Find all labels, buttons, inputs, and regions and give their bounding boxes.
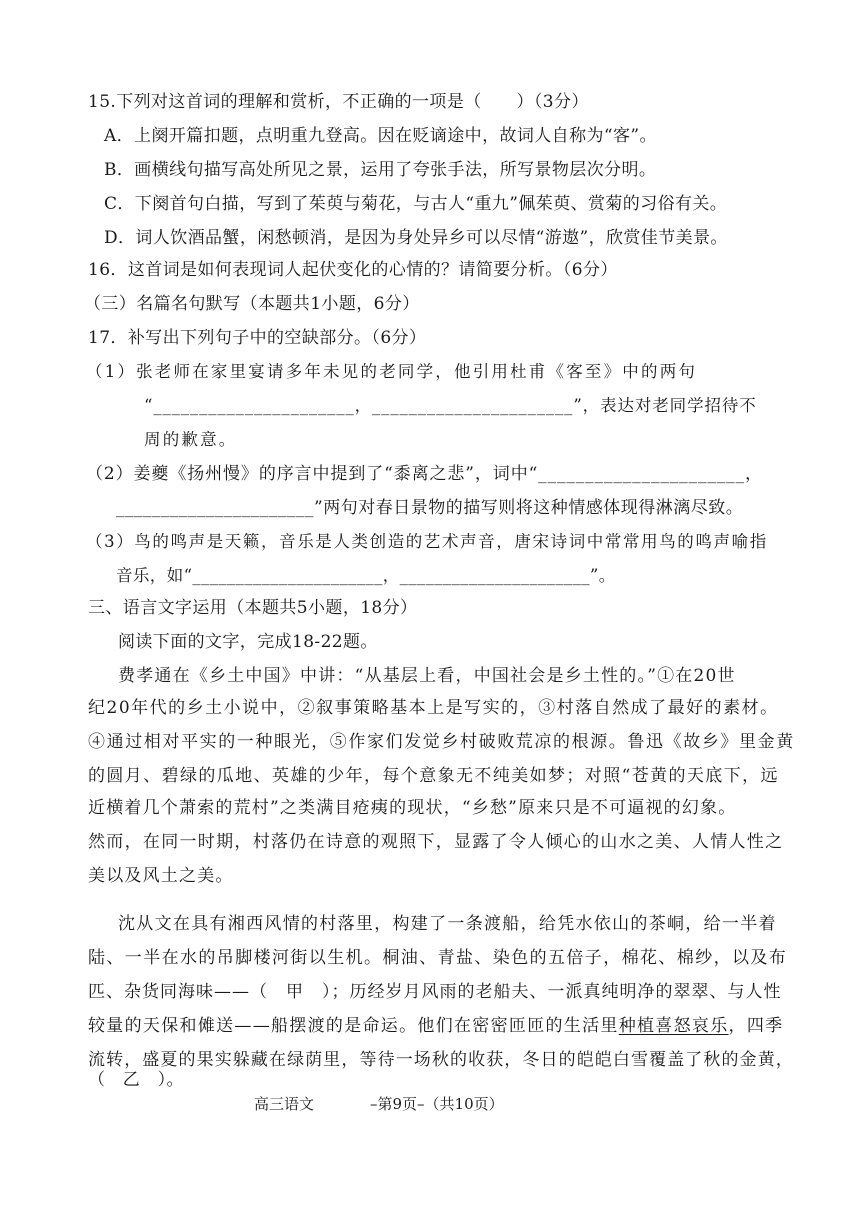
q17-item1-line2: “______________________，______________________”，表达对老同学招待不 <box>144 396 757 415</box>
footer-subject: 高三语文 <box>254 1095 315 1113</box>
passage-p1-line: 近横着几个萧索的荒村”之类满目疮痍的现状，“乡愁”原来只是不可逼视的幻象。 <box>88 798 737 818</box>
passage-p2-line: 匹、杂货同海味——（ 甲 ）；历经岁月风雨的老船夫、一派真纯明净的翠翠、与人性 <box>88 982 782 1002</box>
part-3-heading: 三、语言文字运用（本题共5小题，18分） <box>88 598 418 618</box>
passage-p2-line4 <box>88 1016 783 1036</box>
q17-stem: 17．补写出下列句子中的空缺部分。（6分） <box>88 328 427 348</box>
underlined-phrase: 种植喜怒哀乐 <box>618 1016 729 1036</box>
section-3-heading: （三）名篇名句默写（本题共1小题，6分） <box>84 294 420 314</box>
passage-p2-line: （ 乙 ）。 <box>88 1070 184 1090</box>
passage-p2-text: ，四季 <box>728 1016 784 1036</box>
q15-stem: 15.下列对这首词的理解和赏析，不正确的一项是（ ）（3分） <box>88 92 589 112</box>
q15-option-d: D．词人饮酒品蟹，闲愁顿消，是因为身处异乡可以尽情“游遨”，欣赏佳节美景。 <box>104 228 728 248</box>
q17-item3-line2: 音乐，如“______________________，______________________”。 <box>116 566 616 585</box>
passage-p1-line: ④通过相对平实的一种眼光，⑤作家们发觉乡村破败荒凉的根源。鲁迅《故乡》里金黄 <box>88 732 795 752</box>
passage-p2-line: 沈从文在具有湘西风情的村落里，构建了一条渡船，给凭水依山的茶峒，给一半着 <box>118 914 777 934</box>
passage-p2-line: 陆、一半在水的吊脚楼河街以生机。桐油、青盐、染色的五倍子，棉花、棉纱，以及布 <box>88 948 788 968</box>
q17-item1-line3: 周的歉意。 <box>144 430 238 449</box>
passage-p1-line: 纪20年代的乡土小说中，②叙事策略基本上是写实的，③村落自然成了最好的素材。 <box>88 698 779 718</box>
passage-p2-text: 较量的天保和傩送——船摆渡的是命运。他们在密密匝匝的生活里 <box>88 1016 619 1036</box>
passage-instruction: 阅读下面的文字，完成18-22题。 <box>118 632 378 652</box>
passage-p1-line: 的圆月、碧绿的瓜地、英雄的少年，每个意象无不纯美如梦；对照“苍黄的天底下，远 <box>88 766 779 786</box>
q15-option-b: B．画横线句描写高处所见之景，运用了夸张手法，所写景物层次分明。 <box>104 160 657 180</box>
q17-item1-line1: （1）张老师在家里宴请多年未见的老同学，他引用杜甫《客至》中的两句 <box>86 362 698 381</box>
passage-p1-line: 美以及风土之美。 <box>88 866 234 886</box>
q17-item2-line2: ______________________”两句对春日景物的描写则将这种情感体现得淋漓尽致。 <box>116 498 744 518</box>
q15-option-a: A．上阕开篇扣题，点明重九登高。因在贬谪途中，故词人自称为“客”。 <box>104 126 657 146</box>
q17-item3-line1: （3）鸟的鸣声是天籁，音乐是人类创造的艺术声音，唐宋诗词中常常用鸟的鸣声喻指 <box>86 532 768 551</box>
q15-option-c: C．下阕首句白描，写到了茱萸与菊花，与古人“重九”佩茱萸、赏菊的习俗有关。 <box>104 194 728 214</box>
footer-page-number: –第9页–（共10页） <box>370 1095 504 1113</box>
passage-p1-line: 费孝通在《乡土中国》中讲：“从基层上看，中国社会是乡土性的。”①在20世 <box>118 666 736 686</box>
passage-p2-line: 流转，盛夏的果实躲藏在绿荫里，等待一场秋的收获，冬日的皑皑白雪覆盖了秋的金黄， <box>88 1050 794 1070</box>
q17-item2-line1: （2）姜夔《扬州慢》的序言中提到了“黍离之悲”，词中“______________________， <box>86 464 763 484</box>
passage-p1-line: 然而，在同一时期，村落仍在诗意的观照下，显露了令人倾心的山水之美、人情人性之 <box>88 832 784 852</box>
q16-stem: 16．这首词是如何表现词人起伏变化的心情的？请简要分析。（6分） <box>88 260 618 280</box>
